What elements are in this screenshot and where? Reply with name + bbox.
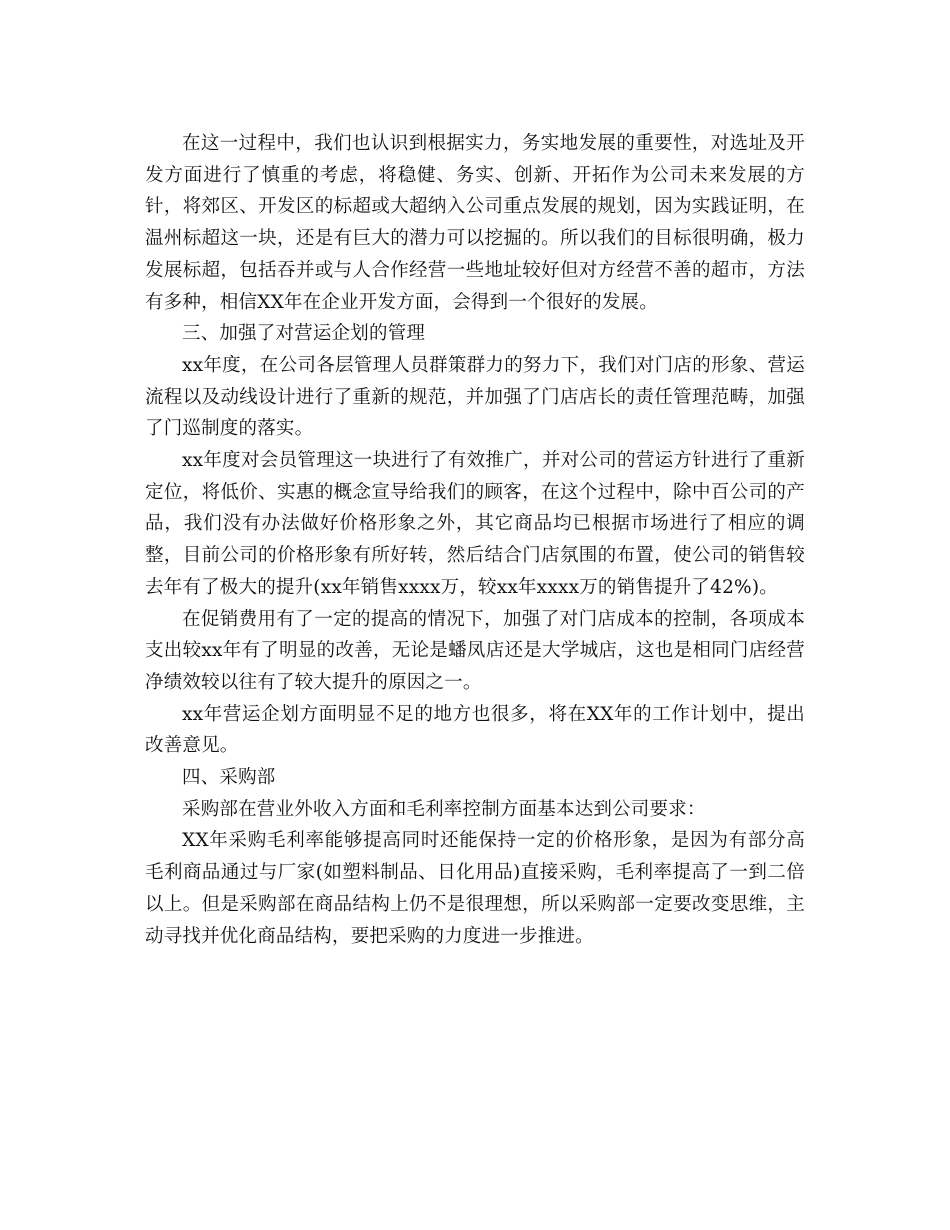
paragraph-operations-shortcomings: xx年营运企划方面明显不足的地方也很多，将在XX年的工作计划中，提出改善意见。 <box>145 703 805 757</box>
paragraph-purchasing-margin: XX年采购毛利率能够提高同时还能保持一定的价格形象，是因为有部分高毛利商品通过与厂家(如塑料制品、日化用品)直接采购，毛利率提高了一到二倍以上。但是采购部在商品结构上仍不是很理想，所以采购部一定要改变思维，主动寻找并优化商品结构，要把采购的力度进一步推进。 <box>145 830 805 947</box>
paragraph-store-standards: xx年度，在公司各层管理人员群策群力的努力下，我们对门店的形象、营运流程以及动线设计进行了重新的规范，并加强了门店店长的责任管理范畴，加强了门巡制度的落实。 <box>145 354 805 440</box>
paragraph-purchasing-summary: 采购部在营业外收入方面和毛利率控制方面基本达到公司要求： <box>182 798 706 820</box>
document-body <box>145 128 805 952</box>
paragraph-cost-control: 在促销费用有了一定的提高的情况下，加强了对门店成本的控制，各项成本支出较xx年有了明显的改善，无论是蟠凤店还是大学城店，这也是相同门店经营净绩效较以往有了较大提升的原因之一。 <box>145 608 805 693</box>
paragraph-membership-pricing: xx年度对会员管理这一块进行了有效推广，并对公司的营运方针进行了重新定位，将低价、实惠的概念宣导给我们的顾客，在这个过程中，除中百公司的产品，我们没有办法做好价格形象之外，其它商品均已根据市场进行了相应的调整，目前公司的价格形象有所好转，然后结合门店氛围的布置，使公司的销售较去年有了极大的提升(xx年销售xxxx万，较xx年xxxx万的销售提升了42%)。 <box>145 450 805 598</box>
section-heading-purchasing: 四、采购部 <box>182 767 276 789</box>
section-heading-operations-planning: 三、加强了对营运企划的管理 <box>182 323 426 345</box>
paragraph-site-selection: 在这一过程中，我们也认识到根据实力，务实地发展的重要性，对选址及开发方面进行了慎重的考虑，将稳健、务实、创新、开拓作为公司未来发展的方针，将郊区、开发区的标超或大超纳入公司重点发展的规划，因为实践证明，在温州标超这一块，还是有巨大的潜力可以挖掘的。所以我们的目标很明确，极力发展标超，包括吞并或与人合作经营一些地址较好但对方经营不善的超市，方法有多种，相信XX年在企业开发方面，会得到一个很好的发展。 <box>145 133 805 313</box>
